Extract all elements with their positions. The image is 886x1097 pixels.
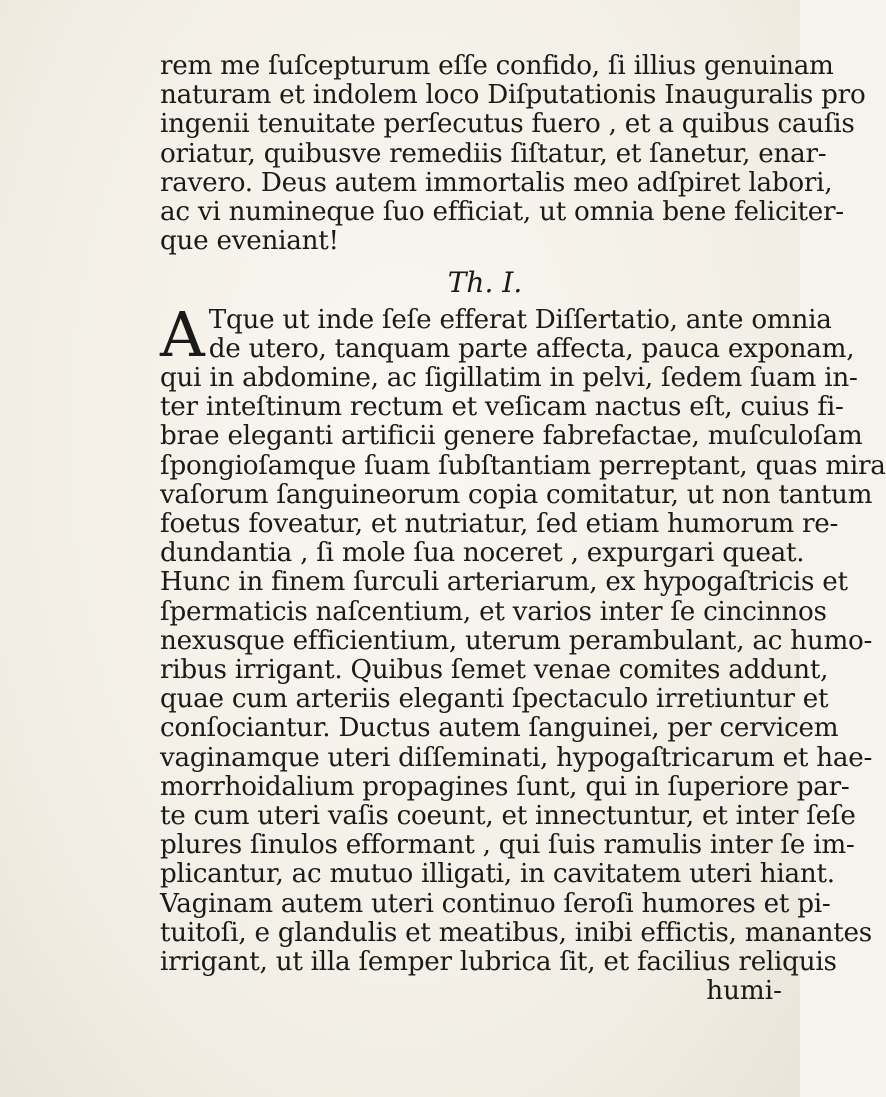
text-line: Vaginam autem uteri continuo ſeroſi humores et pi-	[160, 888, 831, 919]
text-line: nexusque efficientium, uterum perambulant, ac humo-	[160, 625, 873, 656]
text-line: plicantur, ac mutuo illigati, in cavitatem uteri hiant.	[160, 859, 835, 890]
text-line: dundantia , ſi mole ſua noceret , expurgari queat.	[160, 538, 805, 569]
text-line: ravero. Deus autem immortalis meo adſpiret labori,	[160, 167, 833, 198]
text-line: te cum uteri vaſis coeunt, et innectuntur, et inter ſeſe	[160, 801, 856, 832]
section-heading: Th. I.	[447, 266, 523, 300]
text-line: vaſorum ſanguineorum copia comitatur, ut non tantum	[160, 479, 873, 510]
text-line: qui in abdomine, ac ſigillatim in pelvi, ſedem ſuam in-	[160, 363, 858, 394]
text-line: morrhoidalium propagines ſunt, qui in ſuperiore par-	[160, 771, 850, 802]
text-line: Tque ut inde ſeſe efferat Diſſertatio, ante omnia	[208, 304, 832, 335]
text-line: naturam et indolem loco Diſputationis Inauguralis pro	[160, 80, 866, 111]
text-line: conſociantur. Ductus autem ſanguinei, per cervicem	[160, 713, 839, 744]
paragraph-main	[160, 297, 886, 978]
text-line: rem me ſuſcepturum eſſe confido, ſi illius genuinam	[160, 51, 834, 81]
text-line: foetus foveatur, et nutriatur, ſed etiam humorum re-	[160, 509, 839, 540]
paragraph-intro	[160, 51, 866, 257]
text-line: Hunc in finem ſurculi arteriarum, ex hypogaſtricis et	[160, 567, 848, 598]
text-line: brae eleganti artificii genere fabrefactae, muſculoſam	[160, 421, 863, 452]
text-line: tuitoſi, e glandulis et meatibus, inibi effictis, manantes	[160, 917, 872, 948]
text-line: oriatur, quibusve remediis ſiſtatur, et ſanetur, enar-	[160, 138, 827, 169]
text-line: de utero, tanquam parte affecta, pauca exponam,	[208, 333, 855, 364]
text-line: ſpermaticis naſcentium, et varios inter ſe cincinnos	[160, 596, 827, 627]
text-line: ac vi numineque ſuo efficiat, ut omnia bene feliciter-	[160, 197, 844, 228]
text-line: ſpongioſamque ſuam ſubſtantiam perreptant, quas mira	[160, 450, 886, 481]
drop-cap: A	[160, 297, 205, 371]
text-line: ribus irrigant. Quibus ſemet venae comites addunt,	[160, 655, 829, 686]
text-line: que eveniant!	[160, 226, 339, 257]
text-line: irrigant, ut illa ſemper lubrica ſit, et facilius reliquis	[160, 947, 837, 978]
text-line: ter inteſtinum rectum et veſicam nactus eſt, cuius fi-	[160, 392, 844, 423]
text-line: vaginamque uteri diſſeminati, hypogaſtricarum et hae-	[160, 742, 873, 773]
text-line: ingenii tenuitate perſecutus fuero , et a quibus cauſis	[160, 109, 855, 140]
text-line: quae cum arteriis eleganti ſpectaculo irretiuntur et	[160, 684, 829, 715]
text-line: plures ſinulos efformant , qui ſuis ramulis inter ſe im-	[160, 830, 855, 861]
catchword: humi-	[706, 976, 782, 1007]
body-text	[160, 51, 886, 1007]
